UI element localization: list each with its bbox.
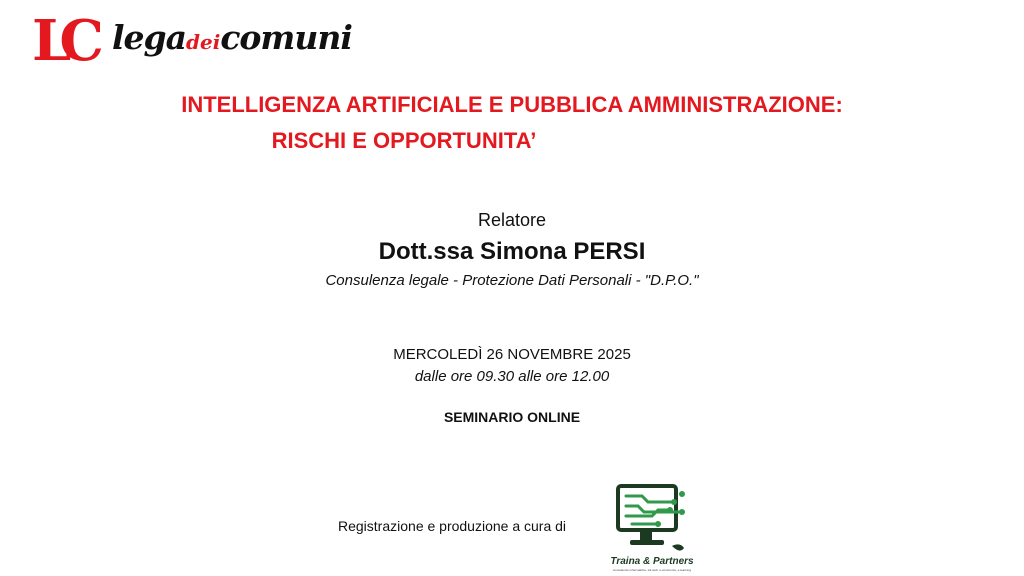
logo-word-prefix: lega [112, 18, 186, 57]
partner-name: Traina & Partners [610, 556, 694, 567]
partner-logo [600, 482, 704, 574]
event-date: MERCOLEDÌ 26 NOVEMBRE 2025 [393, 346, 631, 363]
logo-word-suffix: comuni [220, 18, 352, 57]
seminar-title-line2: RISCHI E OPPORTUNITA’ [271, 128, 537, 153]
speaker-name: Dott.ssa Simona PERSI [378, 238, 646, 265]
event-time: dalle ore 09.30 alle ore 12.00 [414, 368, 610, 385]
logo-word-mid: dei [186, 30, 221, 54]
production-credit: Registrazione e produzione a cura di [338, 518, 567, 534]
seminar-title-line1: INTELLIGENZA ARTIFICIALE E PUBBLICA AMMINISTRAZIONE: [181, 92, 843, 117]
legadeicomuni-logo [32, 8, 352, 68]
lc-logo-mark [32, 12, 114, 64]
lc-logo-lettering: LC [32, 12, 92, 64]
partner-tagline: Consulenze informatiche, siti web, e-commerce, e-learning [612, 568, 692, 572]
logo-wordmark [112, 14, 352, 66]
event-mode: SEMINARIO ONLINE [443, 409, 581, 425]
circuit-monitor-icon [612, 482, 692, 554]
speaker-role: Consulenza legale - Protezione Dati Personali - "D.P.O." [325, 272, 699, 289]
speaker-label: Relatore [477, 210, 547, 230]
